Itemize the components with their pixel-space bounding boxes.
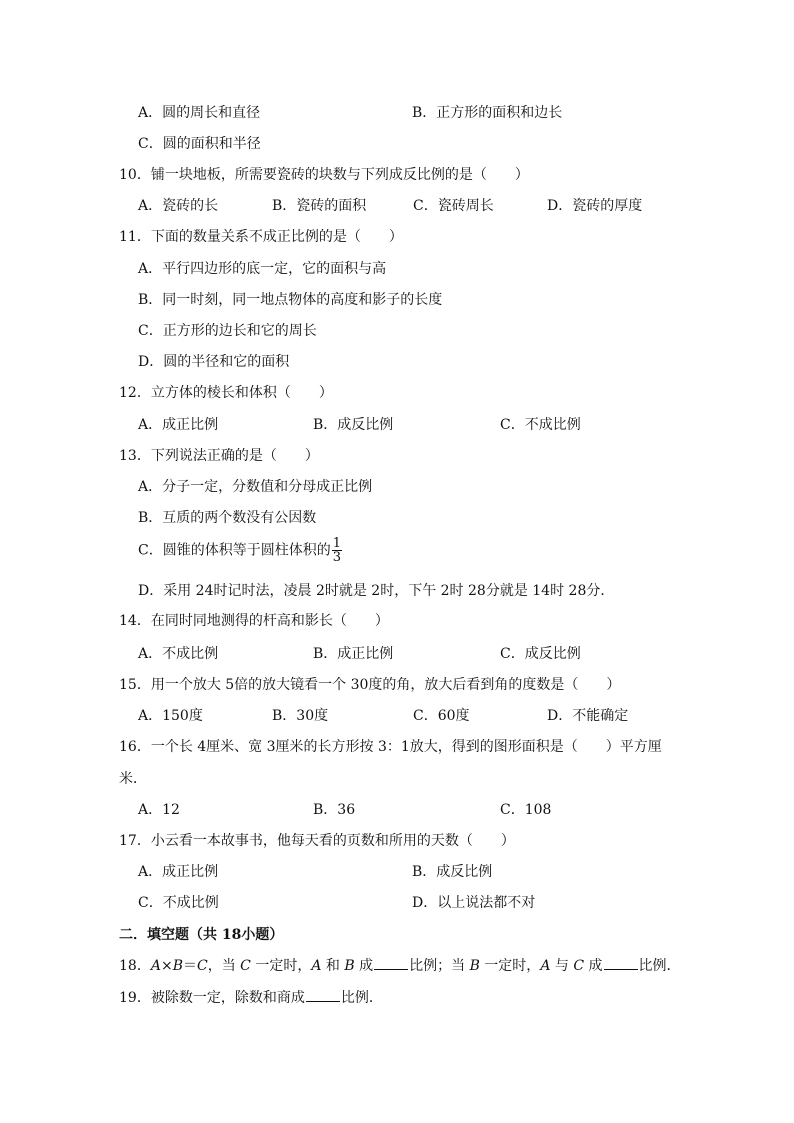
q12-option-b: B．成反比例 <box>313 417 394 433</box>
q17-option-d: D．以上说法都不对 <box>412 895 536 911</box>
q10-option-c: C．瓷砖周长 <box>413 198 494 214</box>
q11-option-a: A．平行四边形的底一定，它的面积与高 <box>138 261 387 277</box>
q13-stem: 13．下列说法正确的是（ ） <box>119 448 319 464</box>
var-b: B <box>469 958 480 974</box>
q18-text-4: 成 <box>354 958 374 974</box>
q15-stem: 15．用一个放大 5倍的放大镜看一个 30度的角，放大后看到角的度数是（ ） <box>119 677 621 693</box>
q18-text-6: 一定时， <box>479 958 541 974</box>
q13-option-d: D．采用 24时记时法，凌晨 2时就是 2时，下午 2时 28分就是 14时 28分． <box>138 583 615 599</box>
q18-text-5: 比例；当 <box>409 958 470 974</box>
var-c: C <box>196 958 208 974</box>
q15-option-a: A．150度 <box>138 708 203 724</box>
q16-option-a: A．12 <box>138 802 180 818</box>
q18-text-9: 比例． <box>638 958 681 974</box>
q14-stem: 14．在同时同地测得的杆高和影长（ ） <box>119 613 389 629</box>
q15-option-b: B．30度 <box>272 708 329 724</box>
q10-stem: 10．铺一块地板，所需要瓷砖的块数与下列成反比例的是（ ） <box>119 167 529 183</box>
fraction-numerator: 1 <box>332 536 341 551</box>
q13-option-b: B．互质的两个数没有公因数 <box>138 510 317 526</box>
q17-stem: 17．小云看一本故事书，他每天看的页数和所用的天数（ ） <box>119 833 515 849</box>
one-third-fraction <box>332 537 342 564</box>
q9-option-b: B．正方形的面积和边长 <box>412 105 563 121</box>
times-sign: × <box>160 958 173 974</box>
q11-option-d: D．圆的半径和它的面积 <box>138 354 290 370</box>
q16-option-c: C．108 <box>500 802 552 818</box>
q18-text-3: 和 <box>321 958 345 974</box>
var-c: C <box>573 958 585 974</box>
q18-text-7: 与 <box>550 958 574 974</box>
q10-option-b: B．瓷砖的面积 <box>272 198 367 214</box>
q13-option-c <box>138 537 342 564</box>
var-b: B <box>344 958 355 974</box>
q19-text-post: 比例． <box>340 990 383 1006</box>
var-c: C <box>240 958 251 974</box>
q18-text-1: ，当 <box>207 958 241 974</box>
section-heading-fill-in: 二．填空题（共 18小题） <box>119 927 284 943</box>
var-a: A <box>540 958 551 974</box>
q14-option-a: A．不成比例 <box>138 646 219 662</box>
q17-option-c: C．不成比例 <box>138 895 219 911</box>
q9-option-c: C．圆的面积和半径 <box>138 136 261 152</box>
q16-option-b: B．36 <box>313 802 356 818</box>
q17-option-b: B．成反比例 <box>412 864 493 880</box>
q16-stem-continued: 米． <box>119 771 147 787</box>
q11-stem: 11．下面的数量关系不成正比例的是（ ） <box>119 229 403 245</box>
answer-blank[interactable] <box>306 989 340 1002</box>
q14-option-b: B．成正比例 <box>313 646 394 662</box>
q9-option-a: A．圆的周长和直径 <box>138 105 261 121</box>
q16-stem: 16．一个长 4厘米、宽 3厘米的长方形按 3：1放大，得到的图形面积是（ ）平方厘 <box>119 739 662 755</box>
q12-option-c: C．不成比例 <box>500 417 581 433</box>
q13-option-c-text: C．圆锥的体积等于圆柱体积的 <box>138 542 331 559</box>
q14-option-c: C．成反比例 <box>500 646 581 662</box>
q15-option-d: D．不能确定 <box>547 708 629 724</box>
var-a: A <box>311 958 322 974</box>
q19-stem <box>119 989 383 1007</box>
answer-blank[interactable] <box>374 957 408 970</box>
q19-text-pre: 19．被除数一定，除数和商成 <box>119 990 305 1006</box>
q10-option-a: A．瓷砖的长 <box>138 198 219 214</box>
q18-number: 18． <box>119 958 151 974</box>
q15-option-c: C．60度 <box>413 708 470 724</box>
fraction-denominator: 3 <box>332 550 341 565</box>
q18-text-8: 成 <box>584 958 603 974</box>
q10-option-d: D．瓷砖的厚度 <box>547 198 643 214</box>
var-a: A <box>150 958 161 974</box>
q12-option-a: A．成正比例 <box>138 417 219 433</box>
q12-stem: 12．立方体的棱长和体积（ ） <box>119 385 333 401</box>
answer-blank[interactable] <box>604 957 638 970</box>
q13-option-a: A．分子一定，分数值和分母成正比例 <box>138 479 373 495</box>
equals-sign: ＝ <box>182 958 197 974</box>
var-b: B <box>172 958 183 974</box>
q18-stem <box>119 957 681 975</box>
q18-text-2: 一定时， <box>250 958 312 974</box>
q11-option-b: B．同一时刻，同一地点物体的高度和影子的长度 <box>138 292 443 308</box>
q17-option-a: A．成正比例 <box>138 864 219 880</box>
q11-option-c: C．正方形的边长和它的周长 <box>138 323 317 339</box>
